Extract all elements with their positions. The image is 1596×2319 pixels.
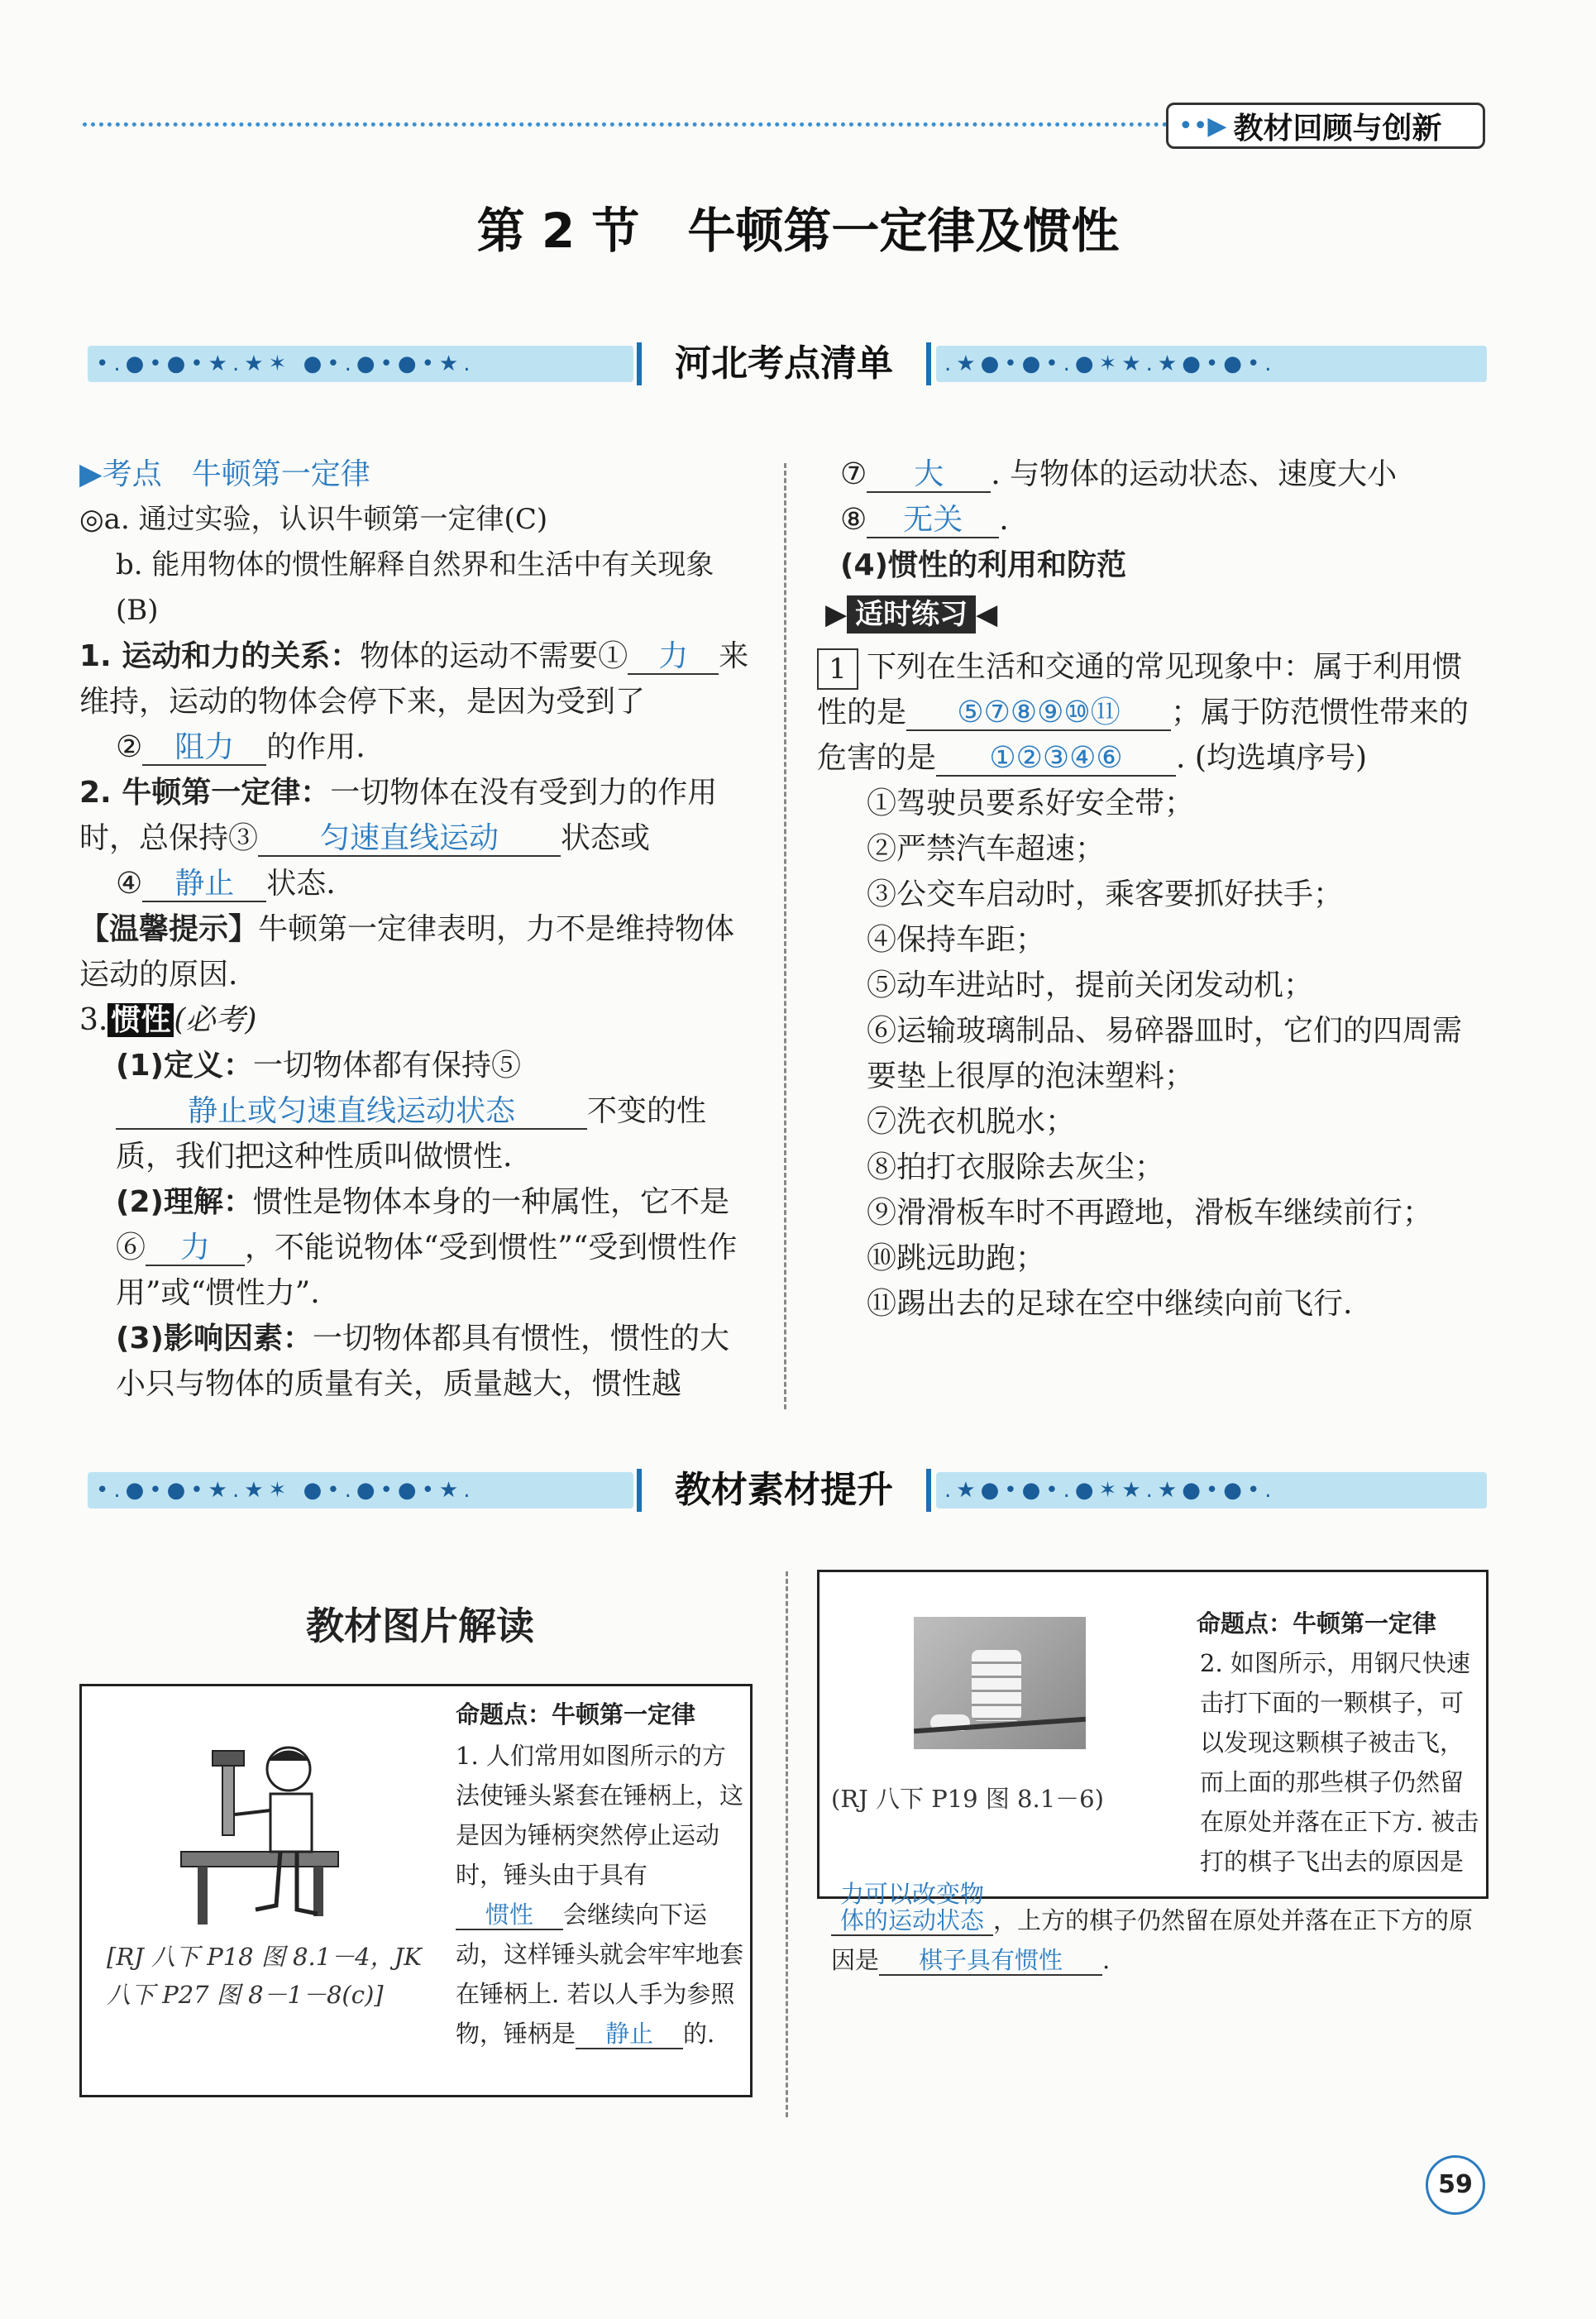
banner-right-1: [936, 346, 1487, 382]
triangle-icon: ▶: [79, 457, 103, 491]
header-dotted-line: [83, 122, 1168, 127]
page-title: 第 2 节 牛顿第一定律及惯性: [476, 203, 1120, 259]
answer-2: 阻力: [142, 731, 266, 766]
list-item: ⑦洗衣机脱水；: [867, 1105, 1076, 1139]
mingti-2: 命题点：牛顿第一定律: [1197, 1609, 1437, 1638]
figure-box-1: [79, 1684, 753, 2097]
req-b: b. 能用物体的惯性解释自然界和生活中有关现象(B): [116, 548, 714, 627]
answer-5: 静止或匀速直线运动状态: [116, 1095, 587, 1130]
box2-answer-2: 棋子具有惯性: [879, 1948, 1102, 1976]
list-item: ⑨滑滑板车时不再蹬地，滑板车继续前行；: [867, 1196, 1433, 1230]
box1-text: 1. 人们常用如图所示的方法使锤头紧套在锤柄上，这是因为锤柄突然停止运动时，锤头由于具有惯性 会继续向下运动，这样锤头就会牢牢地套在锤柄上. 若以人手为参照物，锤柄是 静止 的.: [456, 1742, 744, 2048]
list-item: ①驾驶员要系好安全带；: [867, 787, 1195, 820]
point-3-1: (1)定义：一切物体都有保持⑤静止或匀速直线运动状态 不变的性质，我们把这种性质叫做惯性.: [116, 1049, 707, 1174]
answer-4: 静止: [142, 868, 266, 902]
caption-2: (RJ 八下 P19 图 8.1－6): [831, 1785, 1104, 1813]
triangle-left-icon: ◀: [976, 598, 998, 631]
answer-8: 无关: [867, 504, 999, 538]
bottom-divider: [786, 1571, 788, 2117]
list-item: ②严禁汽车超速；: [867, 832, 1106, 866]
right-line-2: ⑧ 无关 .: [840, 503, 1009, 537]
left-column: [79, 452, 754, 1407]
point-3-4: (4)惯性的利用和防范: [840, 548, 1126, 582]
banner-bar: [637, 342, 642, 385]
banner-decoration-icon: •.●•●•★.★✶ ●•.●•●•★.: [96, 351, 475, 376]
banner-decoration-icon: •.●•●•★.★✶ ●•.●•●•★.: [96, 1478, 475, 1503]
question-number: 1: [817, 648, 858, 690]
header-arrow-icon: ••▶: [1178, 111, 1227, 141]
banner-right-2: [936, 1472, 1487, 1509]
point-3-3: (3)影响因素：一切物体都具有惯性，惯性的大小只与物体的质量有关，质量越大，惯性越: [116, 1322, 729, 1401]
page-number: 59: [1426, 2155, 1485, 2215]
banner-bar: [926, 1469, 931, 1512]
exercise-heading: [825, 591, 1488, 638]
list-item: ④保持车距；: [867, 923, 1046, 957]
question-1: 1 下列在生活和交通的常见现象中：属于利用惯性的是 ⑤⑦⑧⑨⑩⑪ ；属于防范惯性带来的危害的是 ①②③④⑥ . (均选填序号): [817, 650, 1469, 775]
point-2-cont: ④ 静止 状态.: [116, 867, 336, 901]
box1-answer-1: 惯性: [456, 1902, 563, 1930]
answer-7: 大: [867, 458, 991, 493]
point-3: 3. 惯性 (必考): [79, 1003, 257, 1037]
point-1: 1. 运动和力的关系：物体的运动不需要① 力 来维持，运动的物体会停下来，是因为受到了: [79, 639, 749, 719]
list-item: ⑥运输玻璃制品、易碎器皿时，它们的四周需要垫上很厚的泡沫塑料；: [867, 1014, 1463, 1093]
req-a: ◎a. 通过实验，认识牛顿第一定律(C): [79, 503, 548, 536]
right-column: [817, 452, 1488, 1327]
figure-box-2: [817, 1570, 1488, 1974]
list-item: ⑤动车进站时，提前关闭发动机；: [867, 968, 1314, 1002]
banner-decoration-icon: .★●•●•.●✶★.★●•●•.: [944, 1478, 1277, 1503]
box2-answer-1: 力可以改变物体的运动状态: [831, 1881, 993, 1936]
answer-1: 力: [628, 640, 719, 675]
answer-3: 匀速直线运动: [258, 822, 561, 857]
mingti-1: 命题点：牛顿第一定律: [456, 1700, 696, 1728]
point-1-cont: ② 阻力 的作用.: [116, 730, 366, 764]
column-divider: [784, 463, 786, 1409]
triangle-right-icon: ▶: [825, 598, 848, 631]
sub-title: 教材图片解读: [306, 1604, 534, 1648]
list-item: ⑧拍打衣服除去灰尘；: [867, 1150, 1165, 1184]
list-item: ⑩跳远助跑；: [867, 1241, 1046, 1275]
answer-6: 力: [146, 1231, 245, 1266]
banner-title-2: 教材素材提升: [675, 1469, 893, 1511]
list-item: ③公交车启动时，乘客要抓好扶手；: [867, 877, 1344, 911]
point-3-2: (2)理解：惯性是物体本身的一种属性，它不是⑥ 力 ，不能说物体“受到惯性”“受到惯性作用”或“惯性力”.: [116, 1185, 738, 1310]
kaodian-heading: ▶考点 牛顿第一定律: [79, 457, 370, 491]
inertia-highlight: 惯性: [108, 1003, 174, 1037]
exercise-label: 适时练习: [847, 595, 976, 634]
banner-decoration-icon: .★●•●•.●✶★.★●•●•.: [944, 351, 1277, 376]
question-answer-1: ⑤⑦⑧⑨⑩⑪: [906, 696, 1171, 731]
banner-left-2: [88, 1472, 633, 1509]
caption-1: [RJ 八下 P18 图 8.1－4，JK 八下 P27 图 8－1－8(c)]: [107, 1943, 422, 2009]
list-item: ⑪踢出去的足球在空中继续向前飞行.: [867, 1287, 1353, 1321]
banner-title-1: 河北考点清单: [675, 342, 893, 385]
point-2: 2. 牛顿第一定律：一切物体在没有受到力的作用时，总保持③ 匀速直线运动 状态或: [79, 776, 718, 855]
box1-answer-2: 静止: [576, 2021, 683, 2049]
question-items: [840, 781, 1488, 1327]
header-label: 教材回顾与创新: [1233, 111, 1442, 146]
header-label-box: [1166, 103, 1485, 149]
hammer-figure: [173, 1736, 388, 1934]
right-line-1: ⑦ 大 . 与物体的运动状态、速度大小: [840, 457, 1398, 491]
banner-left-1: [88, 346, 633, 382]
banner-bar: [637, 1469, 642, 1512]
question-answer-2: ①②③④⑥: [936, 742, 1176, 777]
box2-text: 2. 如图所示，用钢尺快速击打下面的一颗棋子，可以发现这颗棋子被击飞，而上面的那些棋子仍然留在原处并落在正下方. 被击打的棋子飞出去的原因是力可以改变物体的运动状态 ，上方的棋子仍然留在原处并落在正下方的原因是 棋子具有惯性 .: [831, 1649, 1479, 1974]
tip: 【温馨提示】牛顿第一定律表明，力不是维持物体运动的原因.: [79, 912, 735, 992]
banner-bar: [926, 342, 931, 385]
